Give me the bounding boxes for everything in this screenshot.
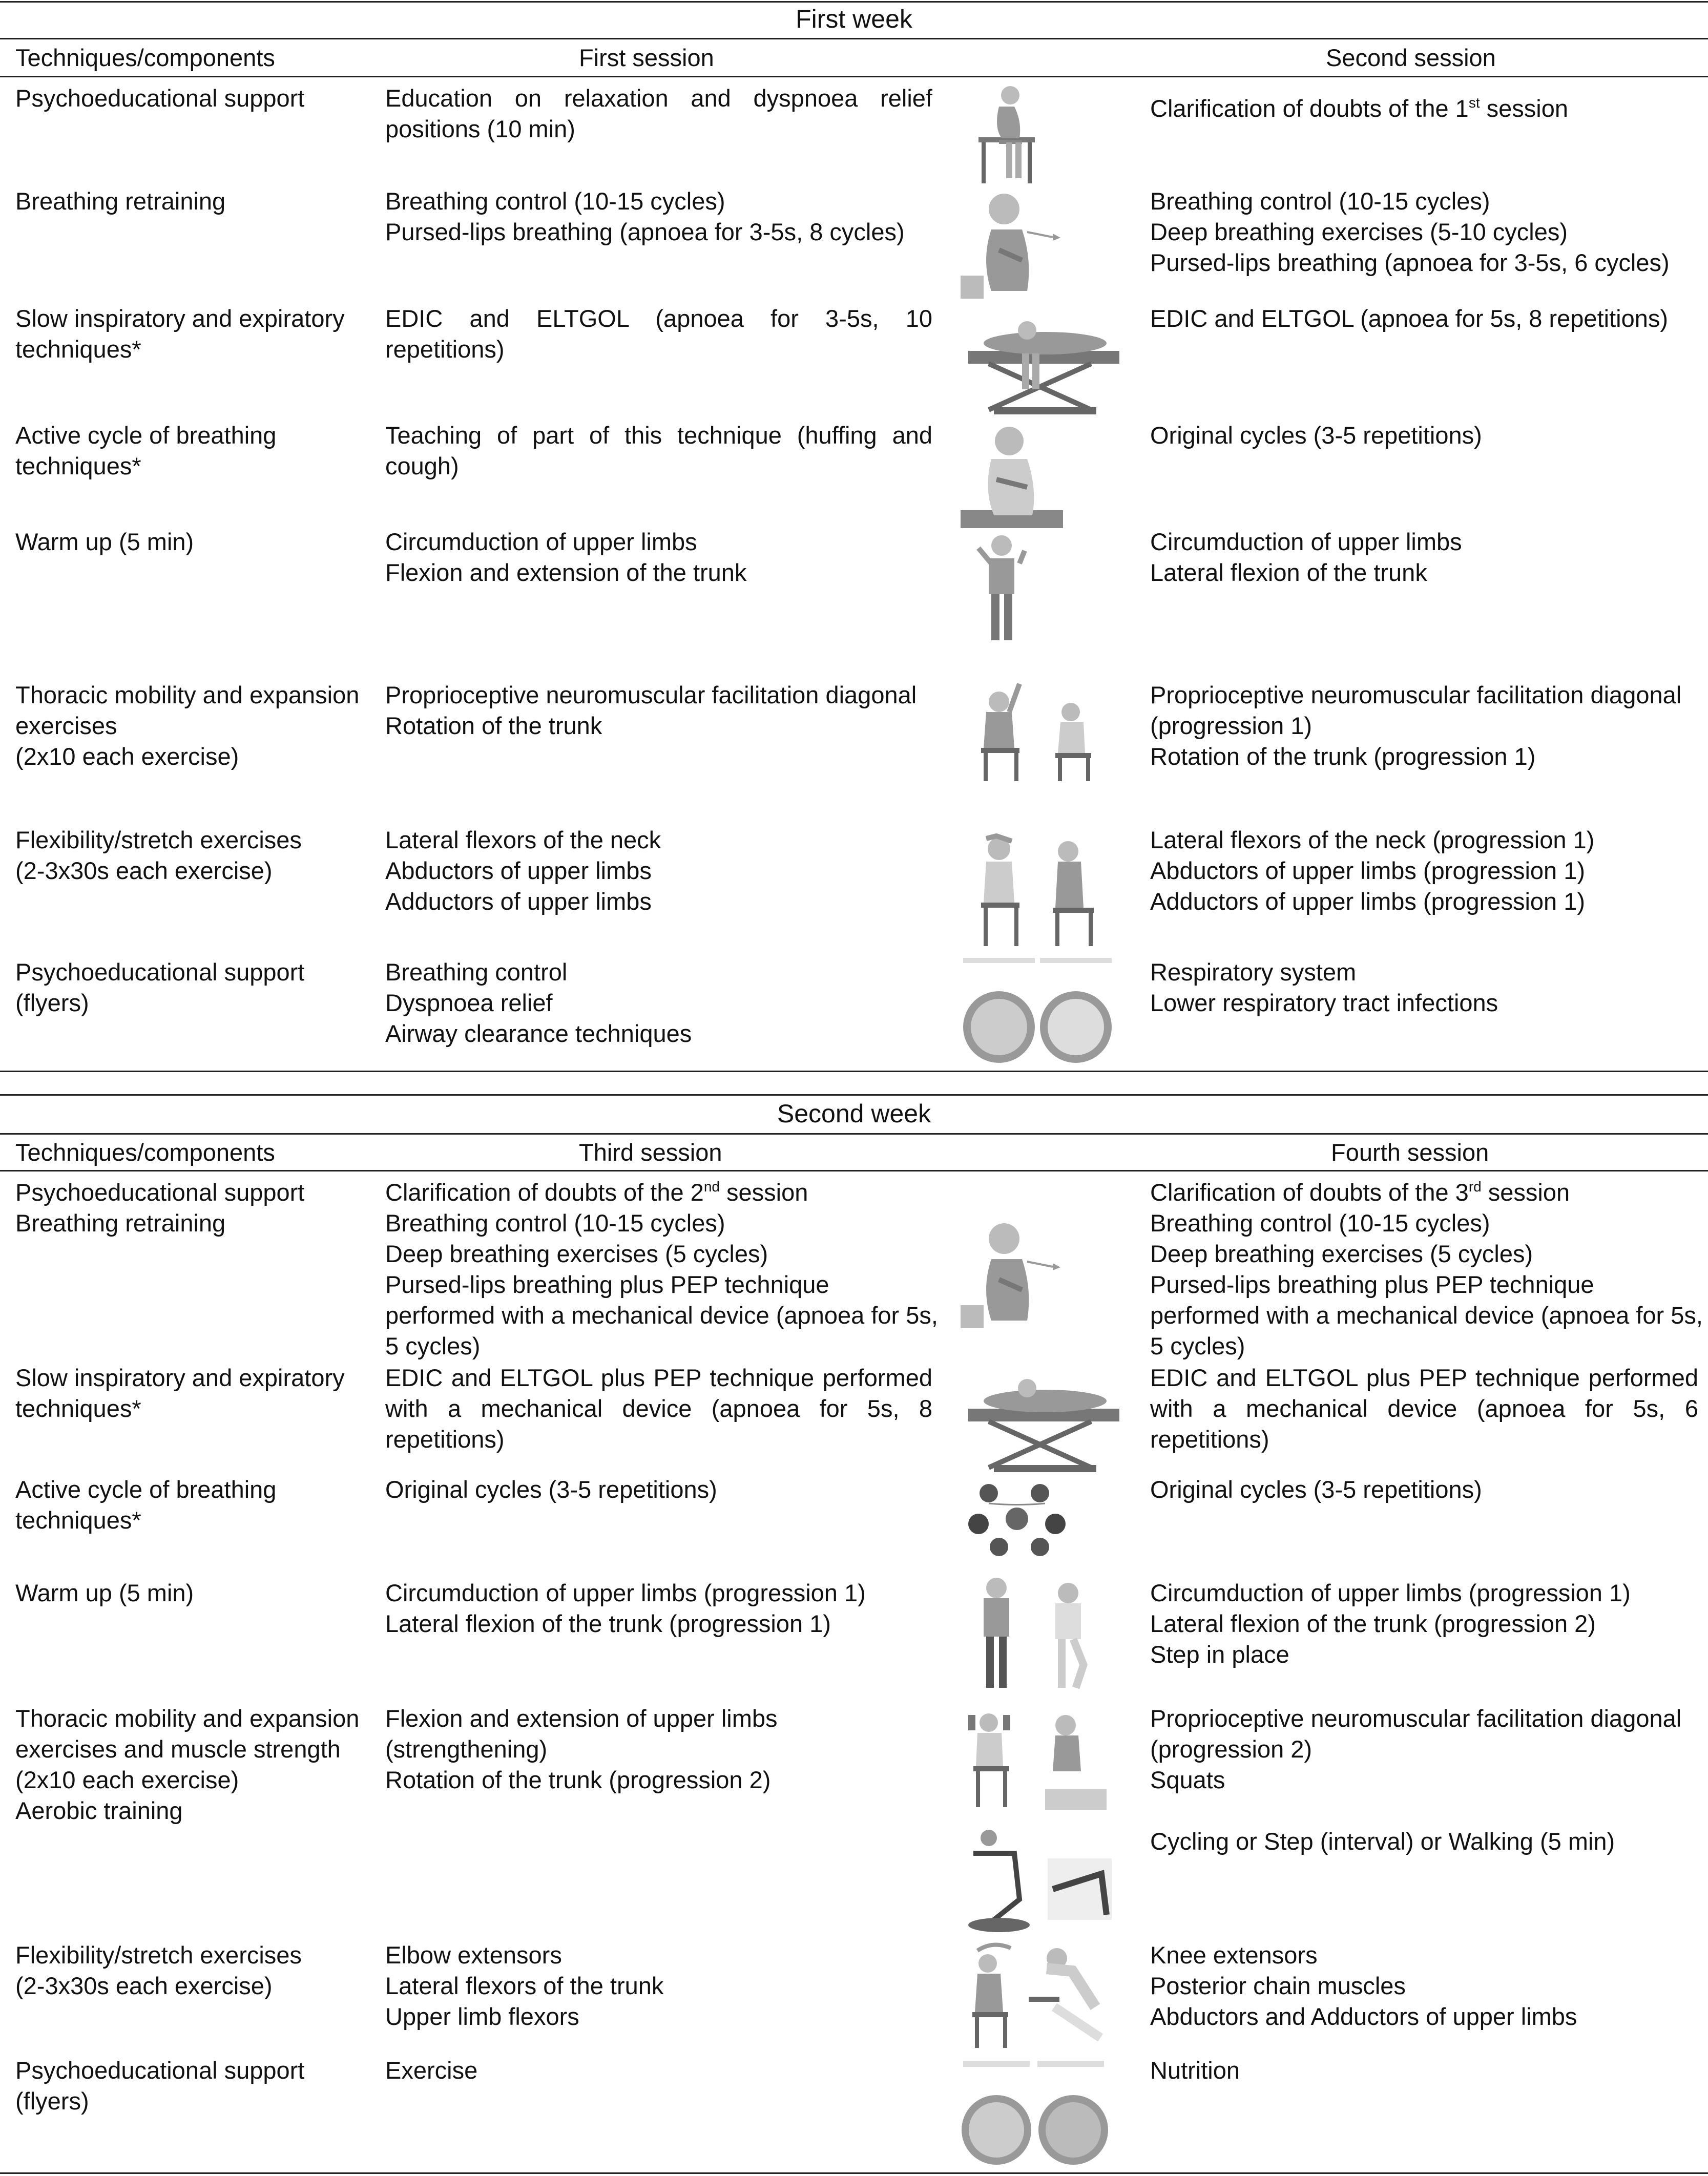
- week-1-row-6-session-1: Proprioceptive neuromuscular facilitation diagonal Rotation of the trunk: [385, 681, 917, 739]
- table-top-rule: [0, 1, 1708, 3]
- week-2-row-2-component: Slow inspiratory and expiratory techniques*: [15, 1364, 345, 1422]
- seated-thoracic-mobility-icon: [968, 681, 1107, 784]
- week-1-row-4-session-2: Original cycles (3-5 repetitions): [1150, 422, 1482, 449]
- week-2-title: Second week: [777, 1099, 931, 1128]
- week-1-row-1-session-2-text: Clarification of doubts of the 1: [1150, 95, 1469, 122]
- week-1-header-session-2: Second session: [1326, 44, 1496, 71]
- week-1-row-8-session-2: Respiratory system Lower respiratory tract infections: [1150, 958, 1498, 1016]
- week-1-body-rule: [0, 76, 1708, 77]
- week-2-row-1-session-3-text: Clarification of doubts of the 2: [385, 1179, 704, 1206]
- seated-huffing-icon: [961, 423, 1063, 528]
- week-1-row-2-session-2: Breathing control (10-15 cycles) Deep breathing exercises (5-10 cycles) Pursed-lips breathing (apnoea for 3-5s, 6 cycles): [1150, 187, 1670, 276]
- week-2-row-1-component: Psychoeducational support Breathing retraining: [15, 1179, 305, 1237]
- week-2-header-components: Techniques/components: [15, 1139, 275, 1166]
- week-2-row-1-session-4-text: Clarification of doubts of the 3: [1150, 1179, 1469, 1206]
- week-2-row-7-session-3: Exercise: [385, 2057, 478, 2084]
- week-1-row-2-session-1: Breathing control (10-15 cycles) Pursed-lips breathing (apnoea for 3-5s, 8 cycles): [385, 187, 905, 245]
- week-2-row-4-session-3: Circumduction of upper limbs (progression 1) Lateral flexion of the trunk (progression 1): [385, 1579, 866, 1637]
- week-1-row-5-session-1: Circumduction of upper limbs Flexion and extension of the trunk: [385, 528, 747, 586]
- pursed-lips-breathing-icon: [961, 189, 1068, 299]
- pursed-lips-breathing-icon: [961, 1218, 1068, 1328]
- week-2-row-1-session-4-tail: session Breathing control (10-15 cycles) Deep breathing exercises (5 cycles) Pursed-lips breathing plus PEP technique performed with a mechanical device (apnoea for 5s, 5 cycles): [1150, 1179, 1703, 1359]
- week-2-header-session-4: Fourth session: [1331, 1139, 1489, 1166]
- week-2-row-3-session-4: Original cycles (3-5 repetitions): [1150, 1476, 1482, 1503]
- week-1-row-7-component: Flexibility/stretch exercises (2-3x30s each exercise): [15, 826, 302, 884]
- table-bottom-rule: [0, 2172, 1708, 2174]
- week-2-row-2-session-4: EDIC and ELTGOL plus PEP technique performed with a mechanical device (apnoea for 5s, 6 repetitions): [1150, 1364, 1698, 1453]
- seated-relaxation-position-icon: [963, 81, 1045, 186]
- seated-stretching-icon: [966, 826, 1107, 949]
- week-1-row-1-session-1: Education on relaxation and dyspnoea relief positions (10 min): [385, 85, 932, 142]
- week-2-row-3-session-3: Original cycles (3-5 repetitions): [385, 1476, 717, 1503]
- side-lying-on-treatment-table-icon: [968, 307, 1122, 417]
- week-2-body-rule: [0, 1170, 1708, 1171]
- week-2-row-6-session-4: Knee extensors Posterior chain muscles Abductors and Adductors of upper limbs: [1150, 1941, 1577, 2030]
- week-1-header-components: Techniques/components: [15, 44, 275, 71]
- ordinal-suffix: nd: [703, 1179, 720, 1195]
- week-2-row-6-component: Flexibility/stretch exercises (2-3x30s each exercise): [15, 1941, 302, 1999]
- week-1-header-rule: [0, 38, 1708, 39]
- week-1-row-5-component: Warm up (5 min): [15, 528, 194, 555]
- week-2-row-2-session-3: EDIC and ELTGOL plus PEP technique performed with a mechanical device (apnoea for 5s, 8 repetitions): [385, 1364, 932, 1453]
- week-1-bottom-rule: [0, 1071, 1708, 1072]
- week-1-row-1-session-2: [1150, 93, 1698, 124]
- ordinal-suffix: rd: [1468, 1179, 1482, 1195]
- flyer-thumbnails-icon: [961, 955, 1114, 1065]
- week-2-row-1-session-4: [1150, 1177, 1703, 1362]
- week-1-row-3-session-2: EDIC and ELTGOL (apnoea for 5s, 8 repetitions): [1150, 305, 1669, 332]
- week-1-header-session-1: First session: [579, 44, 714, 71]
- week-1-row-7-session-2: Lateral flexors of the neck (progression 1) Abductors of upper limbs (progression 1) Adductors of upper limbs (progression 1): [1150, 826, 1595, 915]
- week-2-header-rule: [0, 1133, 1708, 1135]
- standing-warm-up-icon: [963, 533, 1035, 643]
- week-1-row-3-session-1: EDIC and ELTGOL (apnoea for 3-5s, 10 repetitions): [385, 305, 932, 363]
- standing-warm-up-step-icon: [966, 1567, 1109, 1690]
- week-2-row-5-session-4: Proprioceptive neuromuscular facilitation diagonal (progression 2) Squats Cycling or Step (interval) or Walking (5 min): [1150, 1705, 1682, 1855]
- week-1-row-4-session-1: Teaching of part of this technique (huffing and cough): [385, 422, 932, 479]
- week-2-row-3-component: Active cycle of breathing techniques*: [15, 1476, 277, 1534]
- week-1-row-1-session-2-tail: session: [1480, 95, 1569, 122]
- week-2-row-5-component: Thoracic mobility and expansion exercises and muscle strength (2x10 each exercise) Aerobic training: [15, 1705, 360, 1824]
- week-2-row-6-session-3: Elbow extensors Lateral flexors of the trunk Upper limb flexors: [385, 1941, 664, 2030]
- week-2-row-4-session-4: Circumduction of upper limbs (progression 1) Lateral flexion of the trunk (progression 2) Step in place: [1150, 1579, 1631, 1668]
- week-1-row-6-session-2: Proprioceptive neuromuscular facilitation diagonal (progression 1) Rotation of the trunk (progression 1): [1150, 681, 1682, 770]
- week-2-row-7-session-4: Nutrition: [1150, 2057, 1240, 2084]
- week-1-row-6-component: Thoracic mobility and expansion exercises (2x10 each exercise): [15, 681, 360, 770]
- week-2-row-7-component: Psychoeducational support (flyers): [15, 2057, 305, 2115]
- ordinal-suffix: st: [1468, 95, 1480, 111]
- week-2-row-5-session-3: Flexion and extension of upper limbs (strengthening) Rotation of the trunk (progression 2): [385, 1705, 778, 1793]
- week-2-header-session-3: Third session: [579, 1139, 722, 1166]
- week-2-row-4-component: Warm up (5 min): [15, 1579, 194, 1606]
- week-1-row-4-component: Active cycle of breathing techniques*: [15, 422, 277, 479]
- week-1-row-5-session-2: Circumduction of upper limbs Lateral flexion of the trunk: [1150, 528, 1462, 586]
- side-lying-on-treatment-table-icon: [968, 1365, 1122, 1475]
- week-1-row-3-component: Slow inspiratory and expiratory techniques*: [15, 305, 345, 363]
- acbt-cycle-diagram-icon: [963, 1478, 1071, 1560]
- week-1-row-1-component: Psychoeducational support: [15, 85, 305, 112]
- week-1-row-8-session-1: Breathing control Dyspnoea relief Airway clearance techniques: [385, 958, 692, 1047]
- week-2-row-1-session-3: [385, 1177, 939, 1362]
- flyer-thumbnails-icon: [961, 2058, 1109, 2168]
- week-1-title: First week: [796, 5, 912, 33]
- week-1-row-2-component: Breathing retraining: [15, 187, 226, 215]
- stretching-icon: [962, 1940, 1111, 2051]
- week-2-top-rule: [0, 1094, 1708, 1096]
- week-1-row-7-session-1: Lateral flexors of the neck Abductors of upper limbs Adductors of upper limbs: [385, 826, 661, 915]
- week-2-row-1-session-3-tail: session Breathing control (10-15 cycles) Deep breathing exercises (5 cycles) Pursed-lips breathing plus PEP technique performed with a mechanical device (apnoea for 5s, 5 cycles): [385, 1179, 938, 1359]
- strength-and-aerobic-icon: [958, 1705, 1112, 1935]
- week-1-row-8-component: Psychoeducational support (flyers): [15, 958, 305, 1016]
